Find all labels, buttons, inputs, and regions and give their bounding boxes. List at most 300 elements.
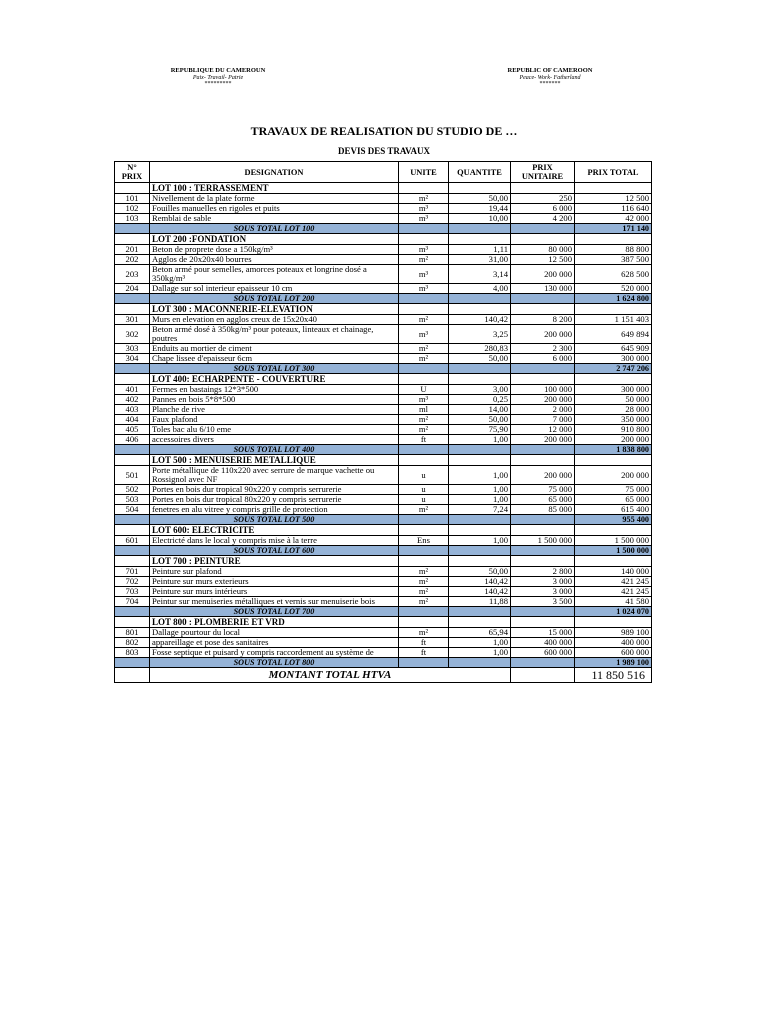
item-quantity: 0,25 bbox=[449, 395, 511, 405]
item-unit-price: 8 200 bbox=[511, 315, 575, 325]
subtotal-value: 2 747 206 bbox=[575, 364, 652, 374]
subtotal-empty-cell bbox=[449, 294, 511, 304]
subtotal-empty-cell bbox=[449, 607, 511, 617]
subtotal-empty-cell bbox=[399, 546, 449, 556]
item-designation: Porte métallique de 110x220 avec serrure de marque vachette ou Rossignol avec NF bbox=[150, 466, 399, 485]
item-quantity: 140,42 bbox=[449, 587, 511, 597]
item-code: 402 bbox=[115, 395, 150, 405]
item-unit-price: 3 000 bbox=[511, 577, 575, 587]
item-code: 406 bbox=[115, 435, 150, 445]
subtotal-label: SOUS TOTAL LOT 100 bbox=[150, 224, 399, 234]
item-unit: m³ bbox=[399, 284, 449, 294]
lot-empty-cell bbox=[449, 525, 511, 536]
lot-empty-cell bbox=[399, 455, 449, 466]
item-unit: m³ bbox=[399, 395, 449, 405]
item-quantity: 50,00 bbox=[449, 415, 511, 425]
item-quantity: 4,00 bbox=[449, 284, 511, 294]
item-designation: Pannes en bois 5*8*500 bbox=[150, 395, 399, 405]
subtotal-value: 1 989 100 bbox=[575, 658, 652, 668]
lot-header-row bbox=[115, 304, 652, 315]
item-total-price: 300 000 bbox=[575, 354, 652, 364]
table-row bbox=[115, 325, 652, 344]
subtotal-empty-cell bbox=[449, 224, 511, 234]
item-code: 203 bbox=[115, 265, 150, 284]
item-total-price: 42 000 bbox=[575, 214, 652, 224]
lot-code-cell bbox=[115, 304, 150, 315]
item-designation: Beton armé dosé à 350kg/m³ pour poteaux, linteaux et chainage, poutres bbox=[150, 325, 399, 344]
item-unit: ft bbox=[399, 648, 449, 658]
item-total-price: 387 500 bbox=[575, 255, 652, 265]
item-code: 405 bbox=[115, 425, 150, 435]
lot-empty-cell bbox=[575, 183, 652, 194]
lot-empty-cell bbox=[449, 234, 511, 245]
item-designation: Beton de proprete dose a 150kg/m³ bbox=[150, 245, 399, 255]
lot-code-cell bbox=[115, 617, 150, 628]
subtotal-row bbox=[115, 658, 652, 668]
grand-total-row bbox=[115, 668, 652, 683]
table-header-row bbox=[115, 162, 652, 183]
item-quantity: 3,14 bbox=[449, 265, 511, 284]
lot-title: LOT 500 : MENUISERIE METALLIQUE bbox=[150, 455, 399, 466]
item-unit-price: 3 000 bbox=[511, 587, 575, 597]
item-code: 102 bbox=[115, 204, 150, 214]
item-code: 103 bbox=[115, 214, 150, 224]
table-row bbox=[115, 385, 652, 395]
table-row bbox=[115, 265, 652, 284]
table-row bbox=[115, 315, 652, 325]
table-row bbox=[115, 466, 652, 485]
item-designation: Peinture sur plafond bbox=[150, 567, 399, 577]
subtotal-label: SOUS TOTAL LOT 200 bbox=[150, 294, 399, 304]
item-unit: m² bbox=[399, 505, 449, 515]
item-unit-price: 2 300 bbox=[511, 344, 575, 354]
item-code: 401 bbox=[115, 385, 150, 395]
item-designation: Fermes en bastaings 12*3*500 bbox=[150, 385, 399, 395]
item-quantity: 75,90 bbox=[449, 425, 511, 435]
subtotal-empty-cell bbox=[115, 546, 150, 556]
lot-empty-cell bbox=[575, 304, 652, 315]
item-quantity: 11,88 bbox=[449, 597, 511, 607]
table-row bbox=[115, 284, 652, 294]
item-unit-price: 3 500 bbox=[511, 597, 575, 607]
item-unit: m² bbox=[399, 597, 449, 607]
item-unit-price: 200 000 bbox=[511, 435, 575, 445]
item-code: 701 bbox=[115, 567, 150, 577]
lot-empty-cell bbox=[511, 304, 575, 315]
header-left-country: REPUBLIQUE DU CAMEROUN bbox=[170, 67, 266, 74]
item-unit: m² bbox=[399, 628, 449, 638]
subtotal-label: SOUS TOTAL LOT 500 bbox=[150, 515, 399, 525]
item-total-price: 649 894 bbox=[575, 325, 652, 344]
item-unit: m² bbox=[399, 344, 449, 354]
item-total-price: 75 000 bbox=[575, 485, 652, 495]
item-unit-price: 75 000 bbox=[511, 485, 575, 495]
item-unit: m³ bbox=[399, 214, 449, 224]
item-quantity: 50,00 bbox=[449, 567, 511, 577]
item-quantity: 31,00 bbox=[449, 255, 511, 265]
lot-empty-cell bbox=[575, 525, 652, 536]
subtotal-empty-cell bbox=[115, 445, 150, 455]
subtotal-empty-cell bbox=[449, 445, 511, 455]
table-row bbox=[115, 204, 652, 214]
subtotal-label: SOUS TOTAL LOT 800 bbox=[150, 658, 399, 668]
item-quantity: 1,00 bbox=[449, 648, 511, 658]
item-total-price: 300 000 bbox=[575, 385, 652, 395]
item-unit: m³ bbox=[399, 245, 449, 255]
lot-header-row bbox=[115, 617, 652, 628]
item-designation: Toles bac alu 6/10 eme bbox=[150, 425, 399, 435]
item-unit-price: 80 000 bbox=[511, 245, 575, 255]
item-total-price: 645 909 bbox=[575, 344, 652, 354]
item-designation: Fosse septique et puisard y compris raccordement au système de bbox=[150, 648, 399, 658]
lot-title: LOT 300 : MACONNERIE-ELEVATION bbox=[150, 304, 399, 315]
item-unit-price: 400 000 bbox=[511, 638, 575, 648]
item-code: 704 bbox=[115, 597, 150, 607]
document-subtitle: DEVIS DES TRAVAUX bbox=[337, 146, 431, 156]
item-unit: ft bbox=[399, 638, 449, 648]
lot-empty-cell bbox=[511, 617, 575, 628]
lot-empty-cell bbox=[575, 374, 652, 385]
lot-empty-cell bbox=[575, 234, 652, 245]
item-designation: Planche de rive bbox=[150, 405, 399, 415]
col-header-unite: UNITE bbox=[399, 162, 449, 183]
item-unit-price: 12 500 bbox=[511, 255, 575, 265]
item-total-price: 1 500 000 bbox=[575, 536, 652, 546]
lot-empty-cell bbox=[575, 455, 652, 466]
item-quantity: 3,25 bbox=[449, 325, 511, 344]
lot-header-row bbox=[115, 234, 652, 245]
item-unit-price: 6 000 bbox=[511, 354, 575, 364]
subtotal-row bbox=[115, 445, 652, 455]
item-unit-price: 250 bbox=[511, 194, 575, 204]
item-unit-price: 200 000 bbox=[511, 466, 575, 485]
item-designation: Portes en bois dur tropical 90x220 y compris serrurerie bbox=[150, 485, 399, 495]
table-row bbox=[115, 395, 652, 405]
table-row bbox=[115, 415, 652, 425]
item-quantity: 1,00 bbox=[449, 536, 511, 546]
item-unit-price: 200 000 bbox=[511, 325, 575, 344]
item-unit-price: 200 000 bbox=[511, 395, 575, 405]
item-total-price: 50 000 bbox=[575, 395, 652, 405]
subtotal-empty-cell bbox=[449, 658, 511, 668]
document-title: TRAVAUX DE REALISATION DU STUDIO DE … bbox=[250, 124, 518, 138]
subtotal-empty-cell bbox=[511, 607, 575, 617]
header-right bbox=[470, 66, 630, 87]
item-designation: Peintur sur menuiseries métalliques et vernis sur menuiserie bois bbox=[150, 597, 399, 607]
table-row bbox=[115, 648, 652, 658]
lot-empty-cell bbox=[511, 234, 575, 245]
item-quantity: 65,94 bbox=[449, 628, 511, 638]
item-designation: Chape lissee d'epaisseur 6cm bbox=[150, 354, 399, 364]
item-total-price: 615 400 bbox=[575, 505, 652, 515]
lot-header-row bbox=[115, 374, 652, 385]
lot-header-row bbox=[115, 525, 652, 536]
lot-empty-cell bbox=[511, 525, 575, 536]
subtotal-value: 1 838 800 bbox=[575, 445, 652, 455]
lot-header-row bbox=[115, 455, 652, 466]
lot-code-cell bbox=[115, 455, 150, 466]
item-designation: Murs en elevation en agglos creux de 15x20x40 bbox=[150, 315, 399, 325]
col-header-designation: DESIGNATION bbox=[150, 162, 399, 183]
table-row bbox=[115, 628, 652, 638]
item-unit: U bbox=[399, 385, 449, 395]
item-total-price: 520 000 bbox=[575, 284, 652, 294]
lot-empty-cell bbox=[449, 304, 511, 315]
item-designation: fenetres en alu vitree y compris grille de protection bbox=[150, 505, 399, 515]
item-total-price: 910 800 bbox=[575, 425, 652, 435]
item-total-price: 421 245 bbox=[575, 577, 652, 587]
item-total-price: 200 000 bbox=[575, 466, 652, 485]
item-quantity: 3,00 bbox=[449, 385, 511, 395]
lot-empty-cell bbox=[449, 617, 511, 628]
lot-empty-cell bbox=[399, 374, 449, 385]
table-row bbox=[115, 505, 652, 515]
col-header-code: N° PRIX bbox=[115, 162, 150, 183]
item-unit: ft bbox=[399, 435, 449, 445]
item-unit-price: 6 000 bbox=[511, 204, 575, 214]
item-total-price: 140 000 bbox=[575, 567, 652, 577]
subtotal-empty-cell bbox=[511, 515, 575, 525]
table-row bbox=[115, 485, 652, 495]
lot-empty-cell bbox=[575, 556, 652, 567]
lot-empty-cell bbox=[449, 183, 511, 194]
header-left-stars: ********* bbox=[204, 81, 232, 87]
item-total-price: 41 580 bbox=[575, 597, 652, 607]
item-unit: m² bbox=[399, 354, 449, 364]
lot-header-row bbox=[115, 183, 652, 194]
subtotal-empty-cell bbox=[399, 607, 449, 617]
item-unit-price: 7 000 bbox=[511, 415, 575, 425]
item-designation: Peinture sur murs intérieurs bbox=[150, 587, 399, 597]
item-code: 601 bbox=[115, 536, 150, 546]
item-code: 304 bbox=[115, 354, 150, 364]
item-quantity: 1,00 bbox=[449, 466, 511, 485]
item-code: 504 bbox=[115, 505, 150, 515]
lot-empty-cell bbox=[399, 525, 449, 536]
table-row bbox=[115, 405, 652, 415]
table-row bbox=[115, 255, 652, 265]
table-row bbox=[115, 536, 652, 546]
lot-title: LOT 400: ECHARPENTE - COUVERTURE bbox=[150, 374, 399, 385]
lot-empty-cell bbox=[399, 304, 449, 315]
subtotal-value: 171 140 bbox=[575, 224, 652, 234]
subtotal-empty-cell bbox=[399, 364, 449, 374]
item-total-price: 989 100 bbox=[575, 628, 652, 638]
subtotal-empty-cell bbox=[511, 294, 575, 304]
header-right-stars: ******* bbox=[539, 81, 561, 87]
item-designation: Remblai de sable bbox=[150, 214, 399, 224]
item-code: 403 bbox=[115, 405, 150, 415]
item-code: 502 bbox=[115, 485, 150, 495]
item-unit: u bbox=[399, 485, 449, 495]
item-quantity: 1,00 bbox=[449, 495, 511, 505]
item-unit-price: 600 000 bbox=[511, 648, 575, 658]
lot-empty-cell bbox=[399, 234, 449, 245]
item-quantity: 1,11 bbox=[449, 245, 511, 255]
item-unit-price: 2 000 bbox=[511, 405, 575, 415]
item-unit: m³ bbox=[399, 325, 449, 344]
item-designation: Dallage sur sol interieur epaisseur 10 cm bbox=[150, 284, 399, 294]
item-code: 702 bbox=[115, 577, 150, 587]
subtotal-empty-cell bbox=[511, 364, 575, 374]
lot-empty-cell bbox=[575, 617, 652, 628]
item-code: 201 bbox=[115, 245, 150, 255]
item-total-price: 1 151 403 bbox=[575, 315, 652, 325]
item-unit: u bbox=[399, 495, 449, 505]
quote-table bbox=[114, 161, 652, 683]
item-unit-price: 4 200 bbox=[511, 214, 575, 224]
lot-empty-cell bbox=[449, 455, 511, 466]
lot-empty-cell bbox=[511, 183, 575, 194]
subtotal-empty-cell bbox=[511, 658, 575, 668]
header-left bbox=[138, 66, 298, 87]
subtotal-empty-cell bbox=[115, 607, 150, 617]
lot-empty-cell bbox=[399, 183, 449, 194]
item-total-price: 421 245 bbox=[575, 587, 652, 597]
table-row bbox=[115, 495, 652, 505]
item-code: 803 bbox=[115, 648, 150, 658]
item-code: 301 bbox=[115, 315, 150, 325]
subtotal-row bbox=[115, 294, 652, 304]
item-unit: m² bbox=[399, 577, 449, 587]
item-designation: Enduits au mortier de ciment bbox=[150, 344, 399, 354]
grand-total-empty-cell bbox=[115, 668, 150, 683]
lot-title: LOT 700 : PEINTURE bbox=[150, 556, 399, 567]
item-designation: Nivellement de la plate forme bbox=[150, 194, 399, 204]
item-total-price: 628 500 bbox=[575, 265, 652, 284]
subtotal-empty-cell bbox=[399, 445, 449, 455]
item-designation: Electricté dans le local y compris mise à la terre bbox=[150, 536, 399, 546]
item-unit-price: 130 000 bbox=[511, 284, 575, 294]
subtotal-empty-cell bbox=[115, 294, 150, 304]
subtotal-empty-cell bbox=[399, 294, 449, 304]
header-right-country: REPUBLIC OF CAMEROON bbox=[507, 67, 593, 74]
item-quantity: 1,00 bbox=[449, 435, 511, 445]
item-designation: appareillage et pose des sanitaires bbox=[150, 638, 399, 648]
item-quantity: 10,00 bbox=[449, 214, 511, 224]
subtotal-empty-cell bbox=[511, 224, 575, 234]
item-designation: accessoires divers bbox=[150, 435, 399, 445]
item-code: 801 bbox=[115, 628, 150, 638]
item-quantity: 1,00 bbox=[449, 638, 511, 648]
grand-total-empty-cell bbox=[511, 668, 575, 683]
col-header-prix-total: PRIX TOTAL bbox=[575, 162, 652, 183]
item-quantity: 7,24 bbox=[449, 505, 511, 515]
item-quantity: 280,83 bbox=[449, 344, 511, 354]
subtotal-empty-cell bbox=[115, 658, 150, 668]
table-row bbox=[115, 354, 652, 364]
table-row bbox=[115, 245, 652, 255]
item-unit-price: 200 000 bbox=[511, 265, 575, 284]
item-unit-price: 100 000 bbox=[511, 385, 575, 395]
table-row bbox=[115, 577, 652, 587]
item-designation: Beton armé pour semelles, amorces poteaux et longrine dosé a 350kg/m³ bbox=[150, 265, 399, 284]
item-code: 202 bbox=[115, 255, 150, 265]
item-total-price: 200 000 bbox=[575, 435, 652, 445]
subtotal-label: SOUS TOTAL LOT 400 bbox=[150, 445, 399, 455]
subtotal-empty-cell bbox=[449, 515, 511, 525]
item-code: 404 bbox=[115, 415, 150, 425]
table-row bbox=[115, 344, 652, 354]
item-code: 101 bbox=[115, 194, 150, 204]
item-total-price: 65 000 bbox=[575, 495, 652, 505]
lot-title: LOT 200 :FONDATION bbox=[150, 234, 399, 245]
subtotal-empty-cell bbox=[115, 224, 150, 234]
lot-code-cell bbox=[115, 183, 150, 194]
table-row bbox=[115, 567, 652, 577]
item-designation: Fouilles manuelles en rigoles et puits bbox=[150, 204, 399, 214]
item-code: 204 bbox=[115, 284, 150, 294]
item-unit-price: 65 000 bbox=[511, 495, 575, 505]
grand-total-label: MONTANT TOTAL HTVA bbox=[150, 668, 511, 683]
table-row bbox=[115, 638, 652, 648]
item-designation: Agglos de 20x20x40 bourres bbox=[150, 255, 399, 265]
lot-code-cell bbox=[115, 556, 150, 567]
item-unit: m² bbox=[399, 255, 449, 265]
item-total-price: 116 640 bbox=[575, 204, 652, 214]
subtotal-value: 1 624 800 bbox=[575, 294, 652, 304]
item-total-price: 600 000 bbox=[575, 648, 652, 658]
item-code: 501 bbox=[115, 466, 150, 485]
item-unit-price: 15 000 bbox=[511, 628, 575, 638]
subtotal-value: 1 024 070 bbox=[575, 607, 652, 617]
table-row bbox=[115, 194, 652, 204]
item-code: 802 bbox=[115, 638, 150, 648]
table-row bbox=[115, 214, 652, 224]
item-unit: m² bbox=[399, 425, 449, 435]
item-unit-price: 12 000 bbox=[511, 425, 575, 435]
item-code: 303 bbox=[115, 344, 150, 354]
item-code: 302 bbox=[115, 325, 150, 344]
lot-empty-cell bbox=[511, 455, 575, 466]
item-total-price: 12 500 bbox=[575, 194, 652, 204]
item-unit: m² bbox=[399, 587, 449, 597]
table-row bbox=[115, 425, 652, 435]
item-total-price: 400 000 bbox=[575, 638, 652, 648]
item-unit: m² bbox=[399, 415, 449, 425]
item-quantity: 50,00 bbox=[449, 194, 511, 204]
item-unit: m³ bbox=[399, 204, 449, 214]
subtotal-row bbox=[115, 364, 652, 374]
subtotal-row bbox=[115, 546, 652, 556]
table-row bbox=[115, 597, 652, 607]
lot-code-cell bbox=[115, 234, 150, 245]
item-unit-price: 1 500 000 bbox=[511, 536, 575, 546]
item-quantity: 14,00 bbox=[449, 405, 511, 415]
col-header-quantite: QUANTITE bbox=[449, 162, 511, 183]
lot-code-cell bbox=[115, 374, 150, 385]
lot-empty-cell bbox=[399, 617, 449, 628]
item-unit: u bbox=[399, 466, 449, 485]
subtotal-empty-cell bbox=[511, 445, 575, 455]
item-code: 703 bbox=[115, 587, 150, 597]
header-left-motto: Paix- Travail- Patrie bbox=[192, 75, 244, 81]
subtotal-empty-cell bbox=[449, 364, 511, 374]
item-unit: m² bbox=[399, 567, 449, 577]
item-designation: Dallage pourtour du local bbox=[150, 628, 399, 638]
item-unit: m² bbox=[399, 315, 449, 325]
lot-code-cell bbox=[115, 525, 150, 536]
item-unit-price: 2 800 bbox=[511, 567, 575, 577]
table-body bbox=[115, 183, 652, 683]
item-code: 503 bbox=[115, 495, 150, 505]
item-designation: Faux plafond bbox=[150, 415, 399, 425]
subtotal-label: SOUS TOTAL LOT 600 bbox=[150, 546, 399, 556]
lot-empty-cell bbox=[399, 556, 449, 567]
item-quantity: 1,00 bbox=[449, 485, 511, 495]
item-unit: Ens bbox=[399, 536, 449, 546]
subtotal-row bbox=[115, 607, 652, 617]
